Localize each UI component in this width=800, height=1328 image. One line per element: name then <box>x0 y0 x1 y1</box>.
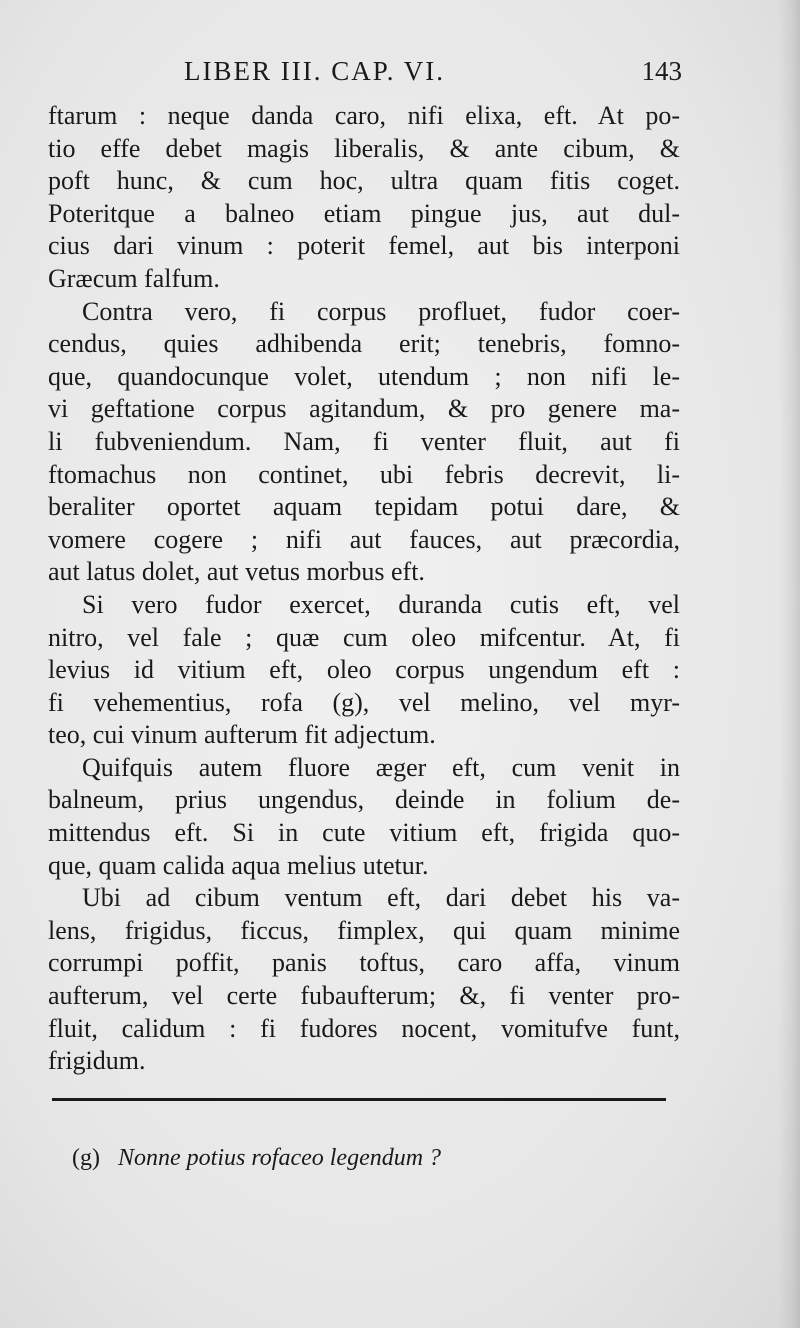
text-line: que, quam calida aqua melius utetur. <box>48 850 429 880</box>
text-line: cendus, quies adhibenda erit; tenebris, fomno- <box>48 329 680 359</box>
text-line: frigidum. <box>48 1046 146 1076</box>
paragraph-start-line: Si vero fudor exercet, duranda cutis eft, vel <box>82 589 680 619</box>
text-line: nitro, vel fale ; quæ cum oleo mifcentur. At, fi <box>48 622 680 652</box>
text-line: levius id vitium eft, oleo corpus ungendum eft : <box>48 655 680 685</box>
text-line: corrumpi poffit, panis toftus, caro affa, vinum <box>48 948 680 978</box>
running-head: LIBER III. CAP. VI. <box>184 56 446 86</box>
body-text <box>48 100 680 1078</box>
text-line: poft hunc, & cum hoc, ultra quam fitis coget. <box>48 166 680 196</box>
paragraph-start-line: Ubi ad cibum ventum eft, dari debet his va- <box>82 883 680 913</box>
text-line: Poteritque a balneo etiam pingue jus, aut dul- <box>48 198 680 228</box>
text-line: mittendus eft. Si in cute vitium eft, frigida quo- <box>48 818 680 848</box>
text-line: cius dari vinum : poterit femel, aut bis interponi <box>48 231 680 261</box>
page-header <box>52 56 682 96</box>
text-line: tio effe debet magis liberalis, & ante cibum, & <box>48 133 680 163</box>
text-line: Græcum falfum. <box>48 263 220 293</box>
page-number: 143 <box>641 56 682 86</box>
text-line: ftomachus non continet, ubi febris decrevit, li- <box>48 459 680 489</box>
footnote-separator-rule <box>52 1098 666 1101</box>
text-line: ftarum : neque danda caro, nifi elixa, eft. At po- <box>48 101 680 130</box>
text-line: fluit, calidum : fi fudores nocent, vomitufve funt, <box>48 1013 680 1043</box>
text-line: li fubveniendum. Nam, fi venter fluit, aut fi <box>48 426 680 456</box>
text-line: balneum, prius ungendus, deinde in folium de- <box>48 785 680 815</box>
paragraph-start-line: Contra vero, fi corpus profluet, fudor coer- <box>82 296 680 326</box>
footnote <box>72 1145 441 1172</box>
text-line: teo, cui vinum aufterum fit adjectum. <box>48 720 436 750</box>
text-line: que, quandocunque volet, utendum ; non nifi le- <box>48 361 680 391</box>
paragraph-start-line: Quifquis autem fluore æger eft, cum venit in <box>82 752 680 782</box>
text-line: lens, frigidus, ficcus, fimplex, qui quam minime <box>48 915 680 945</box>
text-line: fi vehementius, rofa (g), vel melino, vel myr- <box>48 687 680 717</box>
footnote-text: Nonne potius rofaceo legendum ? <box>117 1145 442 1171</box>
page-edge-shadow <box>778 0 800 1328</box>
footnote-marker: (g) <box>72 1145 100 1171</box>
text-line: vi geftatione corpus agitandum, & pro genere ma- <box>48 394 680 424</box>
text-line: beraliter oportet aquam tepidam potui dare, & <box>48 492 680 522</box>
text-line: vomere cogere ; nifi aut fauces, aut præcordia, <box>48 524 680 554</box>
text-line: aut latus dolet, aut vetus morbus eft. <box>48 557 425 587</box>
text-line: aufterum, vel certe fubaufterum; &, fi venter pro- <box>48 981 680 1011</box>
